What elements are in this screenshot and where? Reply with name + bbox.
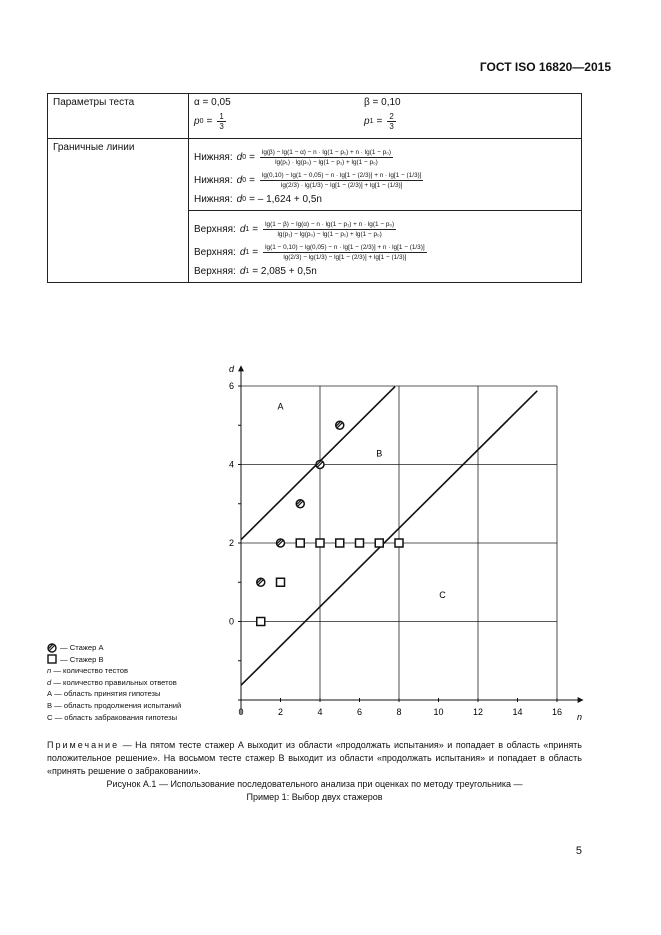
d1-subscript: 1 <box>245 268 250 275</box>
trainee-a-point <box>277 539 285 547</box>
hatched-circle-icon <box>47 643 57 653</box>
trainee-b-point <box>257 618 265 626</box>
legend-trainee-b <box>47 654 181 666</box>
x-tick-label: 2 <box>277 707 284 717</box>
d0-symbol: d <box>236 152 243 163</box>
x-tick-label: 16 <box>551 707 563 717</box>
legend-d-description: — количество правильных ответов <box>51 677 177 687</box>
d0-subscript: 0 <box>242 154 247 161</box>
note-label: Примечание <box>47 740 120 750</box>
page-number: 5 <box>575 845 582 857</box>
lower-boundary-cell: Нижняя: d 0 = $\frac{\text{lg(β) − lg(1 − α) − n · lg(1 − p₁) + n · lg(1 − p₀)}}{\text{lg(p₁) · lg(p₀) − lg(1 − p₁) + lg(1 − p₀)}}$ Нижняя: d 0 = lg(0,10) − lg(1 − 0,05) − n · lg[1 − (2/3)] + n · lg[1 − (1/3)] lg(2/3) · lg(1/3) − lg[1 − (2/3)] + lg[1 − (1/3)] Нижняя: d 0 = – 1,624 + 0,5n <box>189 139 582 211</box>
p1-denominator: 3 <box>389 122 394 131</box>
trainee-a-point <box>336 421 344 429</box>
trainee-b-point <box>375 539 383 547</box>
boundary-line-lower <box>241 391 537 685</box>
trainee-b-point <box>356 539 364 547</box>
d1-subscript: 1 <box>245 249 250 256</box>
d0-subscript: 0 <box>242 177 247 184</box>
legend-trainee-b-label: — Стажер В <box>60 654 104 664</box>
legend-d-symbol: d <box>47 677 52 687</box>
region-label: A <box>277 401 284 412</box>
lower-result: = – 1,624 + 0,5n <box>249 194 322 205</box>
beta-value: β = 0,10 <box>364 97 401 108</box>
legend-n-description: — количество тестов <box>51 666 128 676</box>
trainee-b-point <box>395 539 403 547</box>
p1-symbol: p <box>364 116 370 127</box>
x-tick-label: 8 <box>396 707 402 717</box>
boundary-lines-label-cell: Граничные линии <box>48 139 189 283</box>
d1-symbol: d <box>239 266 246 277</box>
legend-n <box>47 665 181 677</box>
x-tick-label: 4 <box>317 707 323 717</box>
trainee-a-point <box>296 500 304 508</box>
upper-label: Верхняя: <box>194 266 236 277</box>
legend-region-a: А — область принятия гипотезы <box>47 689 161 699</box>
params-label-cell: Параметры теста <box>48 94 189 139</box>
lower-formula-2-denominator: lg(2/3) · lg(1/3) − lg[1 − (2/3)] + lg[1 − (1/3)] <box>280 182 403 189</box>
y-axis-label: d <box>229 364 235 374</box>
square-icon <box>47 654 57 664</box>
x-tick-label: 10 <box>433 707 444 717</box>
upper-formula-2-numerator: lg(1 − 0,10) − lg(0,05) − n · lg[1 − (2/3)] + n · lg[1 − (1/3)] <box>265 244 425 251</box>
upper-formula-1-numerator: lg(1 − β) − lg(α) − n · lg(1 − p₁) + n · lg(1 − p₀) <box>265 221 395 228</box>
upper-label: Верхняя: <box>194 247 236 258</box>
legend-region-c: С — область забракования гипотезы <box>47 712 178 722</box>
x-tick-label: 14 <box>512 707 523 717</box>
upper-formula-1-denominator: lg(p₁) − lg(p₀) − lg(1 − p₁) + lg(1 − p₀) <box>277 231 382 238</box>
params-values-cell: α = 0,05 p 0 = $\frac{1}{3}$ β = 0,10 p 1 = $\frac{2}{3}$ <box>189 94 582 139</box>
upper-formula-2-denominator: lg(2/3) − lg(1/3) − lg[1 − (2/3)] + lg[1 − (1/3)] <box>283 254 407 261</box>
figure-caption <box>47 778 582 804</box>
legend-region-b: В — область продолжения испытаний <box>47 700 182 710</box>
legend-trainee-a-label: — Стажер А <box>60 643 104 652</box>
caption-line-1: Рисунок А.1 — Использование последовательного анализа при оценках по методу треугольника — <box>106 779 523 789</box>
p0-numerator: 1 <box>219 112 224 121</box>
x-tick-label: 0 <box>238 707 244 717</box>
region-label: C <box>439 589 446 600</box>
x-axis-label: n <box>577 712 583 722</box>
lower-formula-1-denominator: lg(p₁) · lg(p₀) − lg(1 − p₁) + lg(1 − p₀) <box>275 159 378 166</box>
lower-formula-1-numerator: lg(β) − lg(1 − α) − n · lg(1 − p₁) + n · lg(1 − p₀) <box>261 149 391 156</box>
d0-symbol: d <box>236 175 243 186</box>
d1-symbol: d <box>239 224 246 235</box>
legend-d <box>47 677 181 689</box>
note-text: — На пятом тесте стажер А выходит из области «продолжать испытания» и попадает в область «принять положительное решение». На восьмом тесте стажер В выходит из области «продолжать испытания» и попадает в область «принять решение о забраковании». <box>47 740 582 776</box>
note-paragraph <box>47 739 582 778</box>
trainee-b-point <box>336 539 344 547</box>
p0-denominator: 3 <box>219 122 224 131</box>
standard-header: ГОСТ ISO 16820—2015 <box>479 60 611 74</box>
y-tick-label: 6 <box>228 381 234 391</box>
p0-symbol: p <box>194 116 200 127</box>
region-label: B <box>376 448 383 459</box>
chart-legend <box>47 642 181 723</box>
trainee-a-point <box>257 578 265 586</box>
x-tick-label: 6 <box>356 707 363 717</box>
x-tick-label: 12 <box>472 707 484 717</box>
y-tick-label: 2 <box>228 538 234 548</box>
trainee-b-point <box>277 578 285 586</box>
d1-symbol: d <box>239 247 246 258</box>
p0-subscript: 0 <box>199 118 204 125</box>
upper-label: Верхняя: <box>194 224 236 235</box>
trainee-a-point <box>316 461 324 469</box>
y-tick-label: 0 <box>228 616 234 627</box>
d0-symbol: d <box>236 194 243 205</box>
p1-numerator: 2 <box>389 112 394 121</box>
lower-formula-2-numerator: lg(0,10) − lg(1 − 0,05) − n · lg[1 − (2/3)] + n · lg[1 − (1/3)] <box>261 172 422 179</box>
trainee-b-point <box>296 539 304 547</box>
lower-label: Нижняя: <box>194 194 233 205</box>
alpha-value: α = 0,05 <box>194 97 231 108</box>
lower-label: Нижняя: <box>194 175 233 186</box>
caption-line-2: Пример 1: Выбор двух стажеров <box>246 792 383 802</box>
upper-result: = 2,085 + 0,5n <box>252 266 317 277</box>
lower-label: Нижняя: <box>194 152 233 163</box>
p1-subscript: 1 <box>369 118 374 125</box>
d1-subscript: 1 <box>245 226 250 233</box>
legend-n-symbol: n <box>47 666 52 676</box>
y-tick-label: 4 <box>228 459 234 470</box>
d0-subscript: 0 <box>242 196 247 203</box>
upper-boundary-cell: Верхняя: d 1 = $\frac{\text{lg(1 − β) − lg(α) − n · lg(1 − p₁) + n · lg(1 − p₀)}}{\text{lg(p₁) − lg(p₀) − lg(1 − p₁) + lg(1 − p₀)}}$ Верхняя: d 1 = lg(1 − 0,10) − lg(0,05) − n · lg[1 − (2/3)] + n · lg[1 − (1/3)] lg(2/3) − lg(1/3) − lg[1 − (2/3)] + lg[1 − (1/3)] Верхняя: d 1 = 2,085 + 0,5n <box>189 211 582 283</box>
trainee-b-point <box>316 539 324 547</box>
legend-trainee-a <box>47 642 181 654</box>
